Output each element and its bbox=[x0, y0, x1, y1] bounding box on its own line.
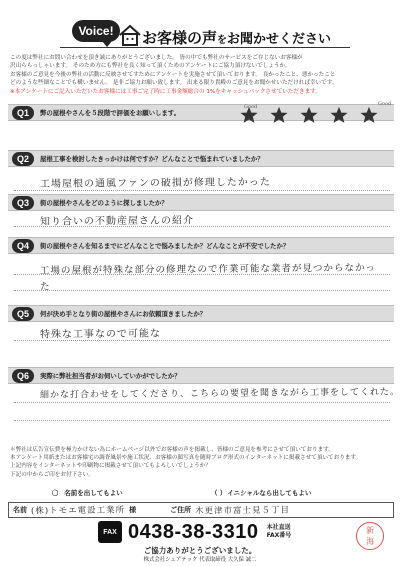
name-field[interactable]: (株)トモエ電設工業所 bbox=[30, 505, 126, 517]
house-icon bbox=[118, 24, 142, 46]
star-icon[interactable] bbox=[240, 106, 258, 124]
answer-q3: 知り合いの不動産屋さんの紹介 bbox=[39, 215, 195, 228]
consent-option-initials[interactable]: （ ） イニシャルなら出してもよい bbox=[211, 488, 312, 497]
question-number: Q3 bbox=[12, 196, 34, 210]
question-q4 bbox=[8, 237, 394, 254]
question-number: Q2 bbox=[12, 152, 34, 166]
fax-number: 0438-38-3310 bbox=[128, 520, 259, 543]
question-q2 bbox=[8, 150, 394, 167]
question-number: Q1 bbox=[12, 106, 34, 120]
header bbox=[0, 0, 400, 62]
answer-q2: 工場屋根の通風ファンの破損が修理したかった bbox=[39, 176, 271, 191]
cashback-note: ※本アンケートにご記入いただいたお客様には工事ご完了時に工事金額総合の 1%をキャッシュバックさせていただきます。 bbox=[10, 88, 321, 95]
publication-consent-note: ＊弊社は広告宣伝費を極力かけない為にホームページ以外でお客様の声を掲載し、皆様のご意見を参考にさせて頂いております。 本アンケート用紙またはお客様宅の調査風景や施工状況、お客様の顔写真を随時ブログ形式のインターネットに掲載させて頂いております。 上記内容をインターネットや印刷物に掲載させて頂いてもよろしいでしょうか？ 下記の中からご印をお付下さい。 bbox=[10, 447, 362, 478]
star-icon[interactable] bbox=[330, 106, 348, 124]
page-title: お客様の声をお聞かせください bbox=[142, 29, 332, 47]
question-text: 屋根工事を検討したきっかけは何ですか？どんなことで悩まれていましたか？ bbox=[40, 155, 264, 163]
fax-caption: 本社直送 FAX番号 bbox=[266, 524, 292, 539]
answer-q5: 特殊な工事なので可能な bbox=[39, 328, 162, 341]
title-divider bbox=[60, 47, 350, 48]
question-number: Q5 bbox=[12, 307, 34, 321]
answer-line bbox=[14, 190, 390, 191]
address-label: ご住所 bbox=[170, 506, 192, 514]
customer-info-row bbox=[8, 502, 394, 518]
question-text: 弊の屋根やさんを５段階で評価をお願いします。 bbox=[40, 109, 181, 117]
star-icon[interactable] bbox=[300, 106, 318, 124]
consent-check[interactable]: 〇 bbox=[51, 488, 59, 497]
company-signature: 株式会社シェアテック 代表取締役 大久保 誠二 bbox=[143, 557, 257, 563]
thanks-message: ご協力ありがとうございました。 bbox=[143, 546, 257, 555]
answer-line bbox=[14, 402, 390, 403]
consent-options bbox=[8, 486, 394, 498]
rating-note-right: Good bbox=[378, 101, 392, 107]
question-text: 何が決め手となり街の屋根やさんにお依頼頂きましたか？ bbox=[40, 310, 207, 318]
question-q6 bbox=[8, 367, 394, 384]
question-q3 bbox=[8, 194, 394, 211]
question-text: 実際に弊社担当者がお伺いしていかがでしたか？ bbox=[40, 372, 181, 380]
honorific: 様 bbox=[129, 506, 137, 514]
question-text: 街の屋根やさんをどのように探しましたか？ bbox=[40, 199, 168, 207]
address-field[interactable]: 木更津市富士見５丁目 bbox=[195, 505, 291, 517]
question-q5 bbox=[8, 305, 394, 322]
question-text: 街の屋根やさんを知るまでにどんなことで悩みましたか？どんなことが不安でしたか？ bbox=[40, 242, 290, 250]
name-label: 名前 bbox=[13, 506, 27, 514]
answer-line bbox=[14, 420, 390, 421]
answer-q4: 工場の屋根が特殊な部分の修理なので作業可能な業者が見つからなかった bbox=[39, 262, 376, 293]
consent-option-name[interactable]: 〇 名前を出してもよい bbox=[8, 488, 201, 497]
seal-stamp: 新 海 bbox=[356, 522, 384, 550]
fax-icon: FAX bbox=[98, 521, 122, 543]
consent-check[interactable]: （ ） bbox=[211, 488, 227, 497]
question-number: Q4 bbox=[12, 239, 34, 253]
rating-note-left: Good bbox=[244, 104, 258, 110]
question-number: Q6 bbox=[12, 369, 34, 383]
intro-text: この度は弊社にお問い合わせを頂き誠にありがとうございました。 皆の中でも弊社のサービスをご存じないお客様が 沢山ららっしゃいます。 そのため方にも弊社を良く知って頂くためのアンケートにご協力頂けないでしょうか。 お客様のご意見を今後の弊社の活動に反映させてすためにアンケートを実施させて頂いております。 良かったこと、悪かったこと どのような些細なことでも構いません。 是非ご協力お願い致します。 出来る限り貴殿のご意見をお聞かせいただければ幸いです。 ※本アンケートにご記入いただいたお客様には工事ご完了時に工事金額総合の 1%をキャッシュバックさせていただきます。 bbox=[10, 54, 390, 96]
answer-q6: 細かな打合わせをしてくださり、こちらの要望を聞きながら工事をしてくれた。 bbox=[39, 387, 400, 401]
rating-stars[interactable] bbox=[240, 106, 378, 124]
star-icon[interactable] bbox=[360, 106, 378, 124]
voice-badge: Voice! bbox=[72, 20, 120, 42]
fax-contact bbox=[98, 521, 330, 543]
star-icon[interactable] bbox=[270, 106, 288, 124]
